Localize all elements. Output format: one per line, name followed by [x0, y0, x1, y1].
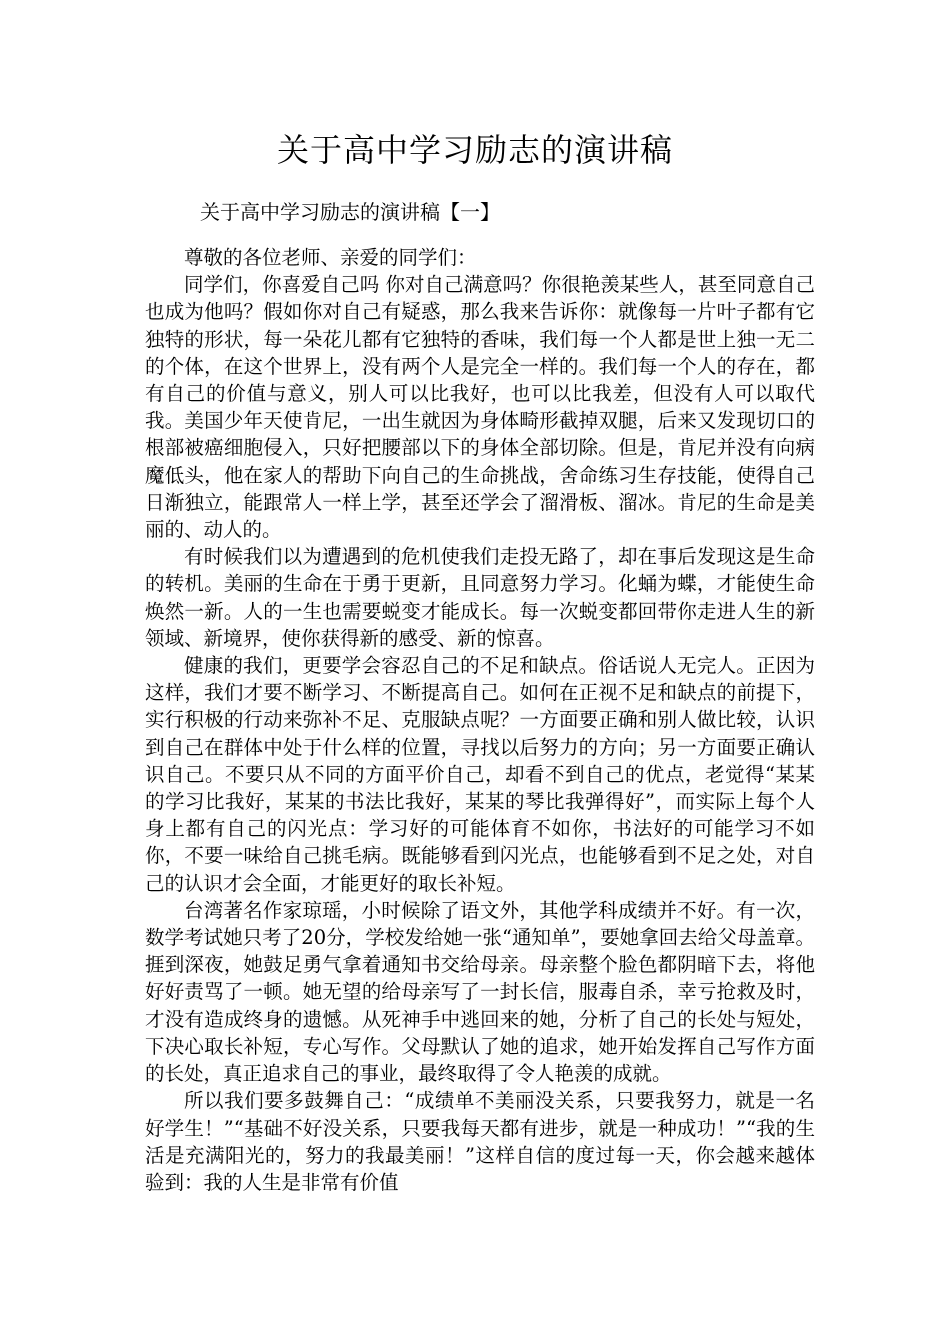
salutation: 尊敬的各位老师、亲爱的同学们： [184, 246, 477, 269]
paragraph: 有时候我们以为遭遇到的危机使我们走投无路了，却在事后发现这是生命的转机。美丽的生命在于勇于更新，且同意努力学习。化蛹为蝶，才能使生命焕然一新。人的一生也需要蜕变才能成长。每一次蜕变都回带你走进人生的新领域、新境界，使你获得新的感受、新的惊喜。 [145, 545, 815, 650]
section-heading: 关于高中学习励志的演讲稿【一】 [200, 200, 500, 224]
paragraph: 台湾著名作家琼瑶，小时候除了语文外，其他学科成绩并不好。有一次，数学考试她只考了20分，学校发给她一张“通知单”，要她拿回去给父母盖章。捱到深夜，她鼓足勇气拿着通知书交给母亲。母亲整个脸色都阴暗下去，将他好好责骂了一顿。她无望的给母亲写了一封长信，服毒自杀，幸亏抢救及时，才没有造成终身的遗憾。从死神手中逃回来的她，分析了自己的长处与短处，下决心取长补短，专心写作。父母默认了她的追求，她开始发挥自己写作方面的长处，真正追求自己的事业，最终取得了令人艳羡的成就。 [145, 898, 815, 1086]
paragraph: 健康的我们，更要学会容忍自己的不足和缺点。俗话说人无完人。正因为这样，我们才要不断学习、不断提高自己。如何在正视不足和缺点的前提下，实行积极的行动来弥补不足、克服缺点呢？一方面要正确和别人做比较，认识到自己在群体中处于什么样的位置，寻找以后努力的方向；另一方面要正确认识自己。不要只从不同的方面平价自己，却看不到自己的优点，老觉得“某某的学习比我好，某某的书法比我好，某某的琴比我弹得好”，而实际上每个人身上都有自己的闪光点：学习好的可能体育不如你，书法好的可能学习不如你，不要一味给自己挑毛病。既能够看到闪光点，也能够看到不足之处，对自己的认识才会全面，才能更好的取长补短。 [145, 654, 815, 895]
paragraph: 同学们，你喜爱自己吗 你对自己满意吗？你很艳羡某些人，甚至同意自己也成为他吗？假如你对自己有疑惑，那么我来告诉你：就像每一片叶子都有它独特的形状，每一朵花儿都有它独特的香味，我们每一个人都是世上独一无二的个体，在这个世界上，没有两个人是完全一样的。我们每一个人的存在，都有自己的价值与意义，别人可以比我好，也可以比我差，但没有人可以取代我。美国少年天使肯尼，一出生就因为身体畸形截掉双腿，后来又发现切口的根部被癌细胞侵入，只好把腰部以下的身体全部切除。但是，肯尼并没有向病魔低头，他在家人的帮助下向自己的生命挑战，舍命练习生存技能，使得自己日渐独立，能跟常人一样上学，甚至还学会了溜滑板、溜冰。肯尼的生命是美丽的、动人的。 [145, 273, 815, 542]
paragraph: 所以我们要多鼓舞自己：“成绩单不美丽没关系，只要我努力，就是一名好学生！”“基础不好没关系，只要我每天都有进步，就是一种成功！”“我的生活是充满阳光的，努力的我最美丽！”这样自信的度过每一天，你会越来越体验到：我的人生是非常有价值 [145, 1089, 815, 1194]
document-title: 关于高中学习励志的演讲稿 [276, 131, 673, 169]
document-body [145, 244, 815, 1196]
